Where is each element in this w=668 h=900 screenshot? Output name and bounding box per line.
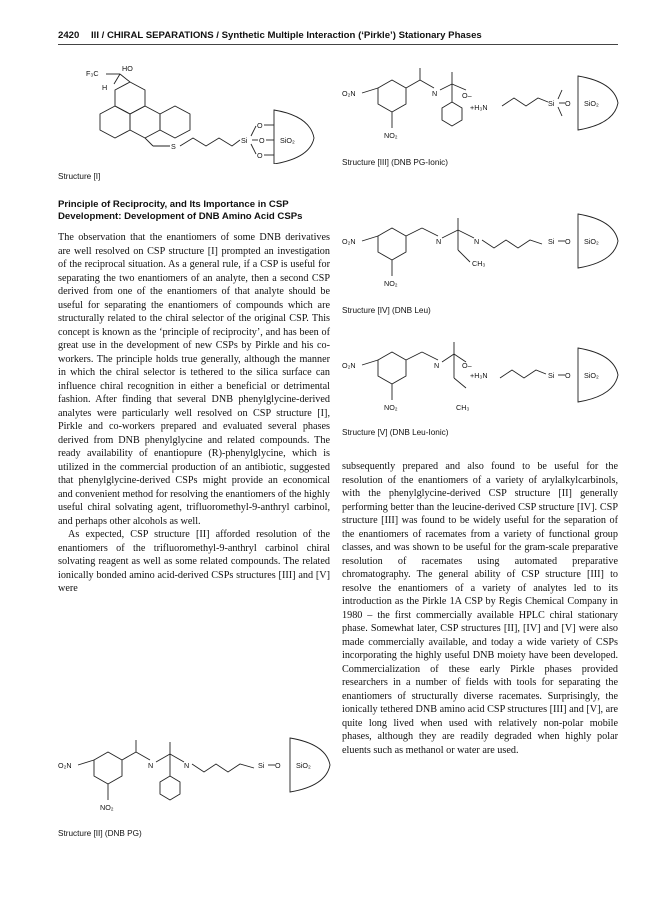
label-n: N	[148, 761, 154, 770]
running-header	[58, 30, 618, 45]
label-o: O	[565, 99, 571, 108]
label-h3n: +H₃N	[470, 371, 488, 380]
label-h: H	[102, 83, 108, 92]
dnb-ring	[94, 752, 122, 784]
phenyl-ring	[160, 776, 180, 800]
label-n: N	[432, 89, 438, 98]
label-no2: NO₂	[384, 403, 398, 412]
structure-1-diagram	[58, 62, 338, 164]
label-si: Si	[548, 371, 555, 380]
caption-structure-2: Structure [II] (DNB PG)	[58, 829, 142, 838]
label-cf3: F₃C	[86, 69, 99, 78]
page-number: 2420	[58, 30, 80, 41]
label-o2n: O₂N	[342, 237, 356, 246]
label-o2n: O₂N	[58, 761, 72, 770]
paragraph-3: subsequently prepared and also found to be useful for the resolution of the enantiomers of a variety of arylalkylcarbinols, with the phenylglycine-derived CSP structure [II] generally performing better than the leucine-derived CSP structure [IV]. CSP structure [III] was found to be widely useful for the separation of the enantiomers of racemates from a variety of functional group classes, and was shown to be useful for the gram-scale preparative resolution of racemates using automated preparative chromatography. The general ability of CSP structure [III] to resolve the enantiomers of a variety of analytes led to its introduction as the Pirkle 1A CSP by Regis Chemical Company in 1980 – the first commercially available HPLC chiral stationary phase. Somewhat later, CSP structures [II], [IV] and [V] were also made commercially available, and today a wide variety of CSPs incorporating the highly useful DNB moiety have been developed. Commercialization of these early Pirkle phases provided researchers in a number of fields with tools for separating the enantiomers of structurally diverse racemates. Surprisingly, the ionically tethered DNB amino acid CSP structures [III] and [V], are quite long lived when used with relatively non-polar mobile phases, although they are readily degraded when highly polar eluents such as methanol or water are used.	[342, 461, 619, 756]
right-body	[342, 460, 618, 757]
label-o: O	[565, 237, 571, 246]
paragraph-1: The observation that the enantiomers of some DNB derivatives are well resolved on CSP structure [I] prompted an investigation of the reciprocal situation. As a general rule, if a CSP is useful for separating the two enantiomers of an analyte, then a second CSP derived from one of the enantiomers of that analyte should be useful for separating the enantiomers of compounds which are structurally related to the chiral selector of the original CSP. This concept is known as the ‘principle of reciprocity’, and has been of great use in the development of new CSPs by Pirkle and his co-workers. The principle holds true generally, although the manner in which the chiral selector is tethered to the silica surface can influence chiral recognition in either a beneficial or detrimental fashion. After finding that several DNB phenylglycine-derived analytes were particularly well resolved on CSP structure [I], Pirkle and co-workers prepared and evaluated several phases derived from DNB phenylglycine and related compounds. The ready availability of enantiopure (R)-phenylglycine, which is utilized in the commercial production of an antibiotic, suggested that phenylglycine-derived CSPs might provide an economical and convenient method for resolving the enantiomers of the highly useful chiral solvating agent, trifluoromethyl-9-anthryl carbinol, and perhaps other alcohols as well.	[58, 232, 330, 527]
paragraph-2: As expected, CSP structure [II] afforded resolution of the enantiomers of the trifluoromethyl-9-anthryl carbinol chiral solvating reagent as well as some related compounds. The related ionically bonded amino acid-derived CSPs structures [III] and [V] were	[58, 529, 330, 594]
label-sio2: SiO₂	[584, 237, 599, 246]
dnb-ring	[378, 228, 406, 260]
dnb-ring	[378, 80, 406, 112]
label-o: O	[275, 761, 281, 770]
label-h3n: +H₃N	[470, 103, 488, 112]
label-sio2: SiO₂	[584, 371, 599, 380]
label-sio2: SiO₂	[584, 99, 599, 108]
label-si: Si	[548, 237, 555, 246]
label-o-minus: O–	[462, 361, 472, 370]
caption-structure-3: Structure [III] (DNB PG-Ionic)	[342, 158, 449, 167]
label-ch3: CH₃	[472, 259, 486, 268]
label-s: S	[171, 142, 176, 151]
label-no2: NO₂	[384, 279, 398, 288]
label-n: N	[434, 361, 440, 370]
label-o-bot: O	[257, 151, 263, 160]
label-si: Si	[241, 136, 248, 145]
running-title: III / CHIRAL SEPARATIONS / Synthetic Multiple Interaction (‘Pirkle’) Stationary Phases	[91, 30, 482, 41]
label-o: O	[565, 371, 571, 380]
structure-3-diagram	[342, 62, 622, 154]
structure-4-diagram	[342, 210, 622, 302]
label-sio2: SiO₂	[280, 136, 295, 145]
left-body	[58, 231, 330, 596]
caption-structure-4: Structure [IV] (DNB Leu)	[342, 306, 431, 315]
label-o2n: O₂N	[342, 89, 356, 98]
label-no2: NO₂	[384, 131, 398, 140]
label-si: Si	[548, 99, 555, 108]
label-n-2: N	[474, 237, 480, 246]
label-n: N	[436, 237, 442, 246]
structure-2-diagram	[58, 736, 338, 826]
label-o-mid: O	[259, 136, 265, 145]
label-ho: HO	[122, 64, 133, 73]
label-o-minus: O–	[462, 91, 472, 100]
right-column	[342, 460, 618, 757]
caption-structure-5: Structure [V] (DNB Leu-Ionic)	[342, 428, 449, 437]
label-ch3: CH₃	[456, 403, 470, 412]
label-o2n: O₂N	[342, 361, 356, 370]
anthracene-rings	[100, 82, 190, 138]
label-n-2: N	[184, 761, 190, 770]
label-o-top: O	[257, 121, 263, 130]
label-sio2: SiO₂	[296, 761, 311, 770]
left-column	[58, 199, 330, 596]
phenyl-ring	[442, 102, 462, 126]
label-no2: NO₂	[100, 803, 114, 812]
label-si: Si	[258, 761, 265, 770]
caption-structure-1: Structure [I]	[58, 172, 101, 181]
section-heading: Principle of Reciprocity, and Its Importance in CSP Development: Development of DNB Amino Acid CSPs	[58, 199, 303, 222]
structure-5-diagram	[342, 338, 622, 424]
dnb-ring	[378, 352, 406, 384]
